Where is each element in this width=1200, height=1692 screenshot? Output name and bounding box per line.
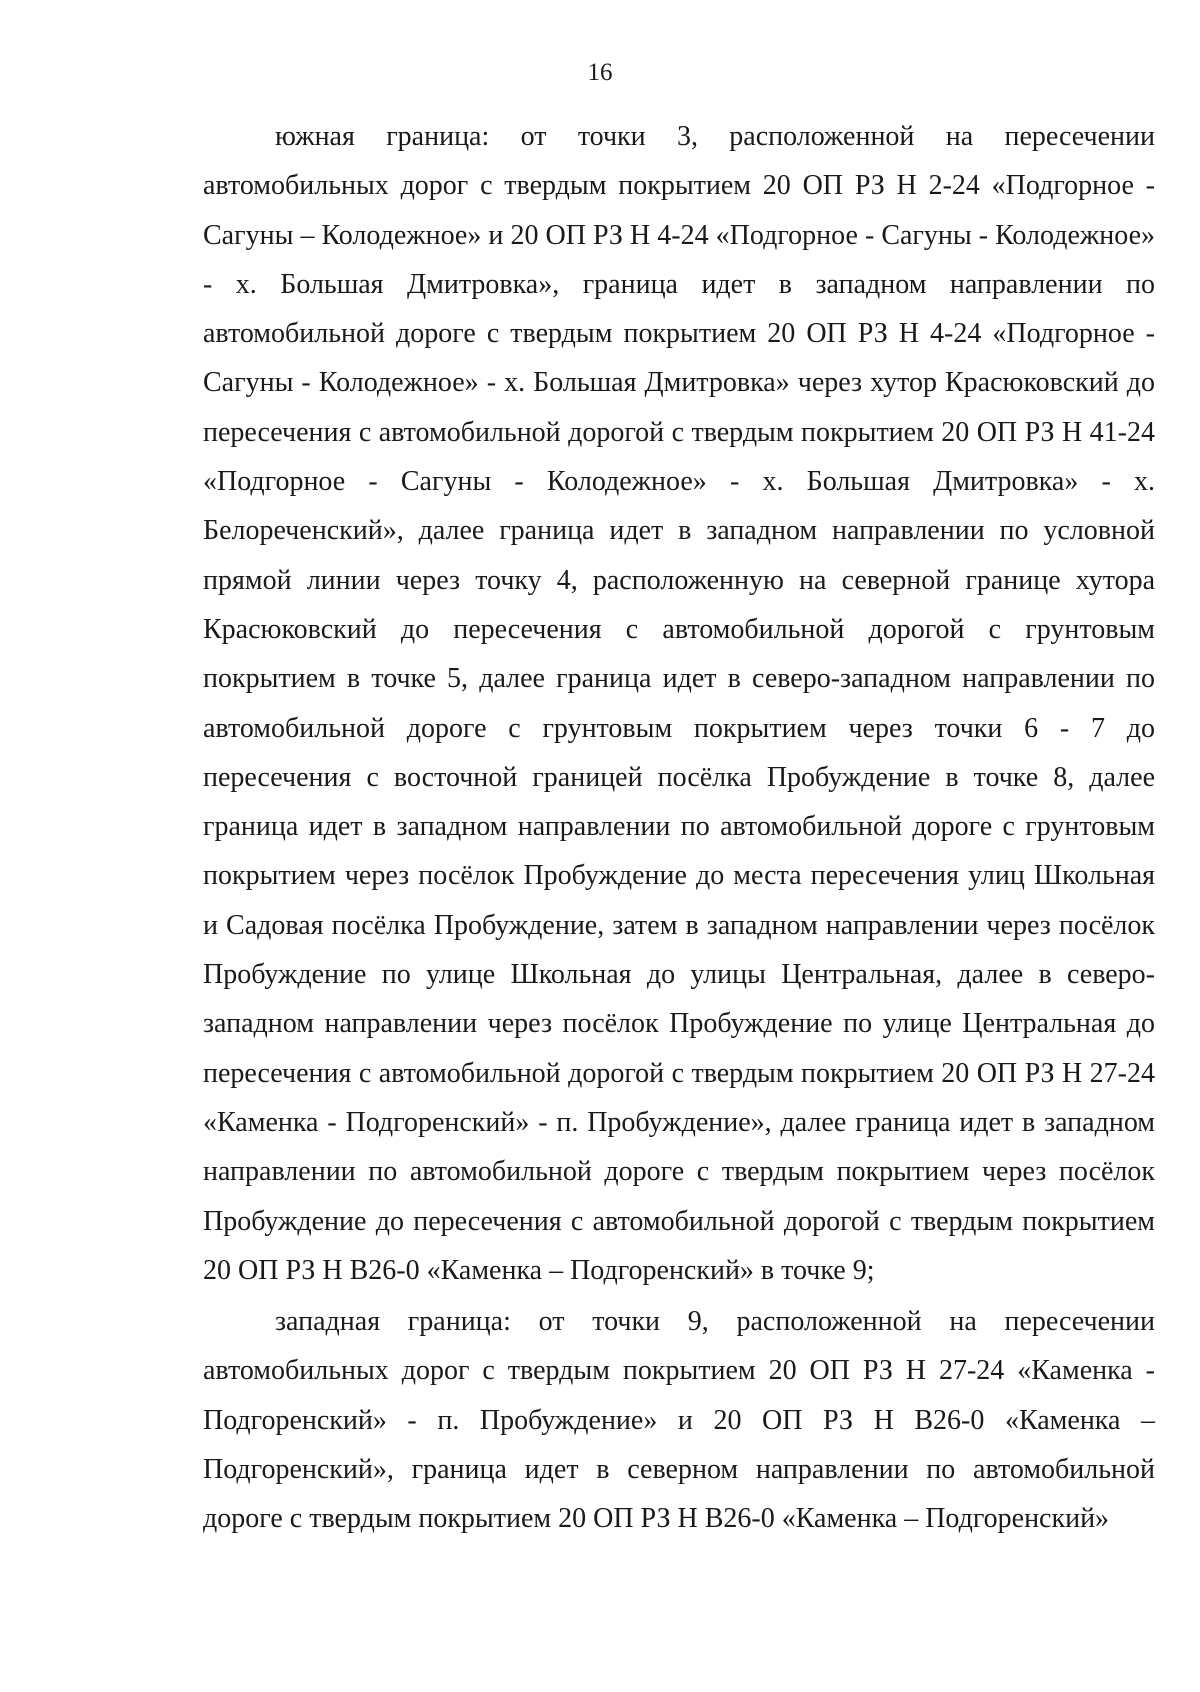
paragraph-west-border: западная граница: от точки 9, расположенной на пересечении автомобильных дорог с твердым покрытием 20 ОП РЗ Н 27-24 «Каменка - Подгоренский» - п. Пробуждение» и 20 ОП РЗ Н В26-0 «Каменка – Подгоренский», граница идет в северном направлении по автомобильной дороге с твердым покрытием 20 ОП РЗ Н В26-0 «Каменка – Подгоренский» xyxy=(203,1306,1155,1535)
paragraph-south-border: южная граница: от точки 3, расположенной на пересечении автомобильных дорог с твердым покрытием 20 ОП РЗ Н 2-24 «Подгорное - Сагуны – Колодежное» и 20 ОП РЗ Н 4-24 «Подгорное - Сагуны - Колодежное» - х. Большая Дмитровка», граница идет в западном направлении по автомобильной дороге с твердым покрытием 20 ОП РЗ Н 4-24 «Подгорное - Сагуны - Колодежное» - х. Большая Дмитровка» через хутор Красюковский до пересечения с автомобильной дорогой с твердым покрытием 20 ОП РЗ Н 41-24 «Подгорное - Сагуны - Колодежное» - х. Большая Дмитровка» - х. Белореченский», далее граница идет в западном направлении по условной прямой линии через точку 4, расположенную на северной границе хутора Красюковский до пересечения с автомобильной дорогой с грунтовым покрытием в точке 5, далее граница идет в северо-западном направлении по автомобильной дороге с грунтовым покрытием через точки 6 - 7 до пересечения с восточной границей посёлка Пробуждение в точке 8, далее граница идет в западном направлении по автомобильной дороге с грунтовым покрытием через посёлок Пробуждение до места пересечения улиц Школьная и Садовая посёлка Пробуждение, затем в западном направлении через посёлок Пробуждение по улице Школьная до улицы Центральная, далее в северо-западном направлении через посёлок Пробуждение по улице Центральная до пересечения с автомобильной дорогой с твердым покрытием 20 ОП РЗ Н 27-24 «Каменка - Подгоренский» - п. Пробуждение», далее граница идет в западном направлении по автомобильной дороге с твердым покрытием через посёлок Пробуждение до пересечения с автомобильной дорогой с твердым покрытием 20 ОП РЗ Н В26-0 «Каменка – Подгоренский» в точке 9; xyxy=(203,121,1155,1286)
document-body xyxy=(203,112,1155,1544)
page-number: 16 xyxy=(587,59,613,86)
